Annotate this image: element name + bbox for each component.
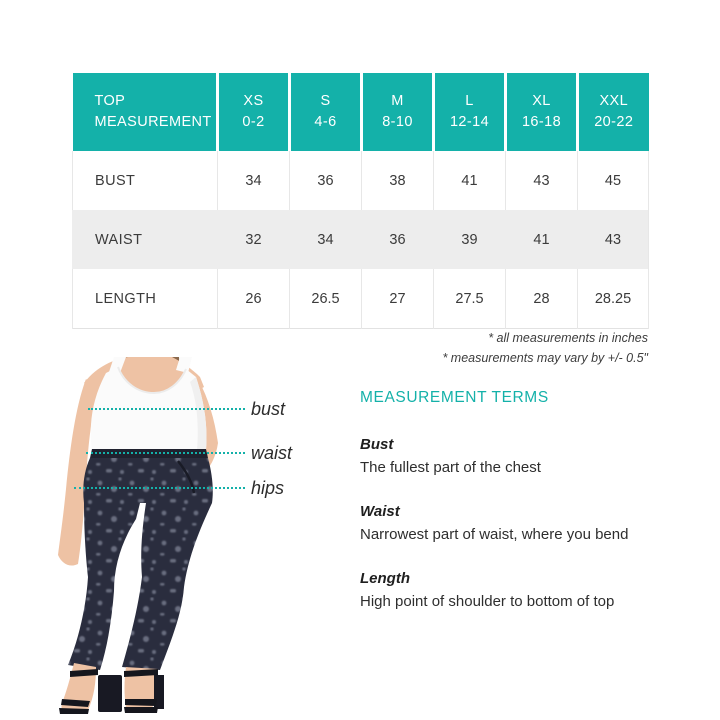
waist-xxl: 43 [578, 210, 649, 269]
waist-xs: 32 [245, 231, 262, 248]
size-range: 20-22 [594, 114, 634, 130]
bust-xxl: 45 [578, 151, 649, 210]
table-row-waist [73, 210, 649, 269]
size-chart-table [72, 73, 649, 329]
term-definition-waist: Narrowest part of waist, where you bend [360, 526, 629, 543]
term-name-bust: Bust [360, 436, 394, 453]
measurement-terms-title: MEASUREMENT TERMS [360, 389, 549, 406]
length-l: 27.5 [434, 269, 506, 329]
header-label-line2: MEASUREMENT [94, 114, 212, 130]
header-cell-top-measurement [73, 73, 218, 151]
length-xs: 26 [218, 269, 290, 329]
length-s: 26.5 [290, 269, 362, 329]
waist-pointer-label: waist [251, 443, 293, 463]
waist-m: 36 [389, 231, 406, 248]
bust-l: 41 [434, 151, 506, 210]
waist-xl: 41 [533, 231, 550, 248]
bust-xs: 34 [218, 151, 290, 210]
size-range: 12-14 [449, 114, 490, 130]
length-m: 27 [362, 269, 434, 329]
term-length [360, 569, 660, 611]
size-name: L [465, 93, 474, 109]
size-name: XL [532, 93, 551, 109]
term-name-length: Length [360, 570, 410, 587]
size-range: 4-6 [314, 114, 337, 130]
size-range: 16-18 [521, 114, 562, 130]
length-xxl: 28.25 [578, 269, 649, 329]
term-bust [360, 435, 660, 477]
waist-s: 34 [317, 231, 334, 248]
table-row-length [73, 269, 649, 329]
footnote-variance: * measurements may vary by +/- 0.5" [442, 350, 648, 365]
model-pants [68, 449, 213, 670]
bust-pointer-label: bust [251, 399, 286, 419]
measurement-footnotes [248, 329, 648, 368]
model-photo [30, 357, 242, 720]
size-name: S [320, 93, 331, 109]
term-name-waist: Waist [360, 503, 400, 520]
hips-pointer-label: hips [251, 478, 285, 498]
header-cell-l [434, 73, 506, 151]
measurement-terms-section [360, 389, 660, 636]
hips-pointer-line [74, 487, 245, 489]
term-definition-length: High point of shoulder to bottom of top [360, 593, 615, 610]
row-label-bust: BUST [73, 151, 218, 210]
size-name: XXL [599, 93, 629, 109]
waist-pointer-line [86, 452, 245, 454]
row-label-waist: WAIST [73, 210, 218, 269]
waist-l: 39 [461, 231, 478, 248]
table-row-bust [73, 151, 649, 210]
bust-s: 36 [290, 151, 362, 210]
size-range: 0-2 [242, 114, 265, 130]
bust-pointer-line [88, 408, 245, 410]
size-chart-header-row [73, 73, 649, 151]
size-name: M [391, 93, 404, 109]
header-cell-m [362, 73, 434, 151]
term-waist [360, 502, 660, 544]
length-xl: 28 [506, 269, 578, 329]
size-range: 8-10 [382, 114, 413, 130]
term-definition-bust: The fullest part of the chest [360, 459, 541, 476]
header-label-line1: TOP [94, 93, 126, 109]
size-name: XS [243, 93, 264, 109]
header-cell-s [290, 73, 362, 151]
footnote-inches: * all measurements in inches [488, 331, 648, 345]
header-cell-xl [506, 73, 578, 151]
bust-m: 38 [362, 151, 434, 210]
header-cell-xs [218, 73, 290, 151]
row-label-length: LENGTH [73, 269, 218, 329]
model-figure-illustration [30, 357, 242, 720]
bust-xl: 43 [506, 151, 578, 210]
header-cell-xxl [578, 73, 649, 151]
